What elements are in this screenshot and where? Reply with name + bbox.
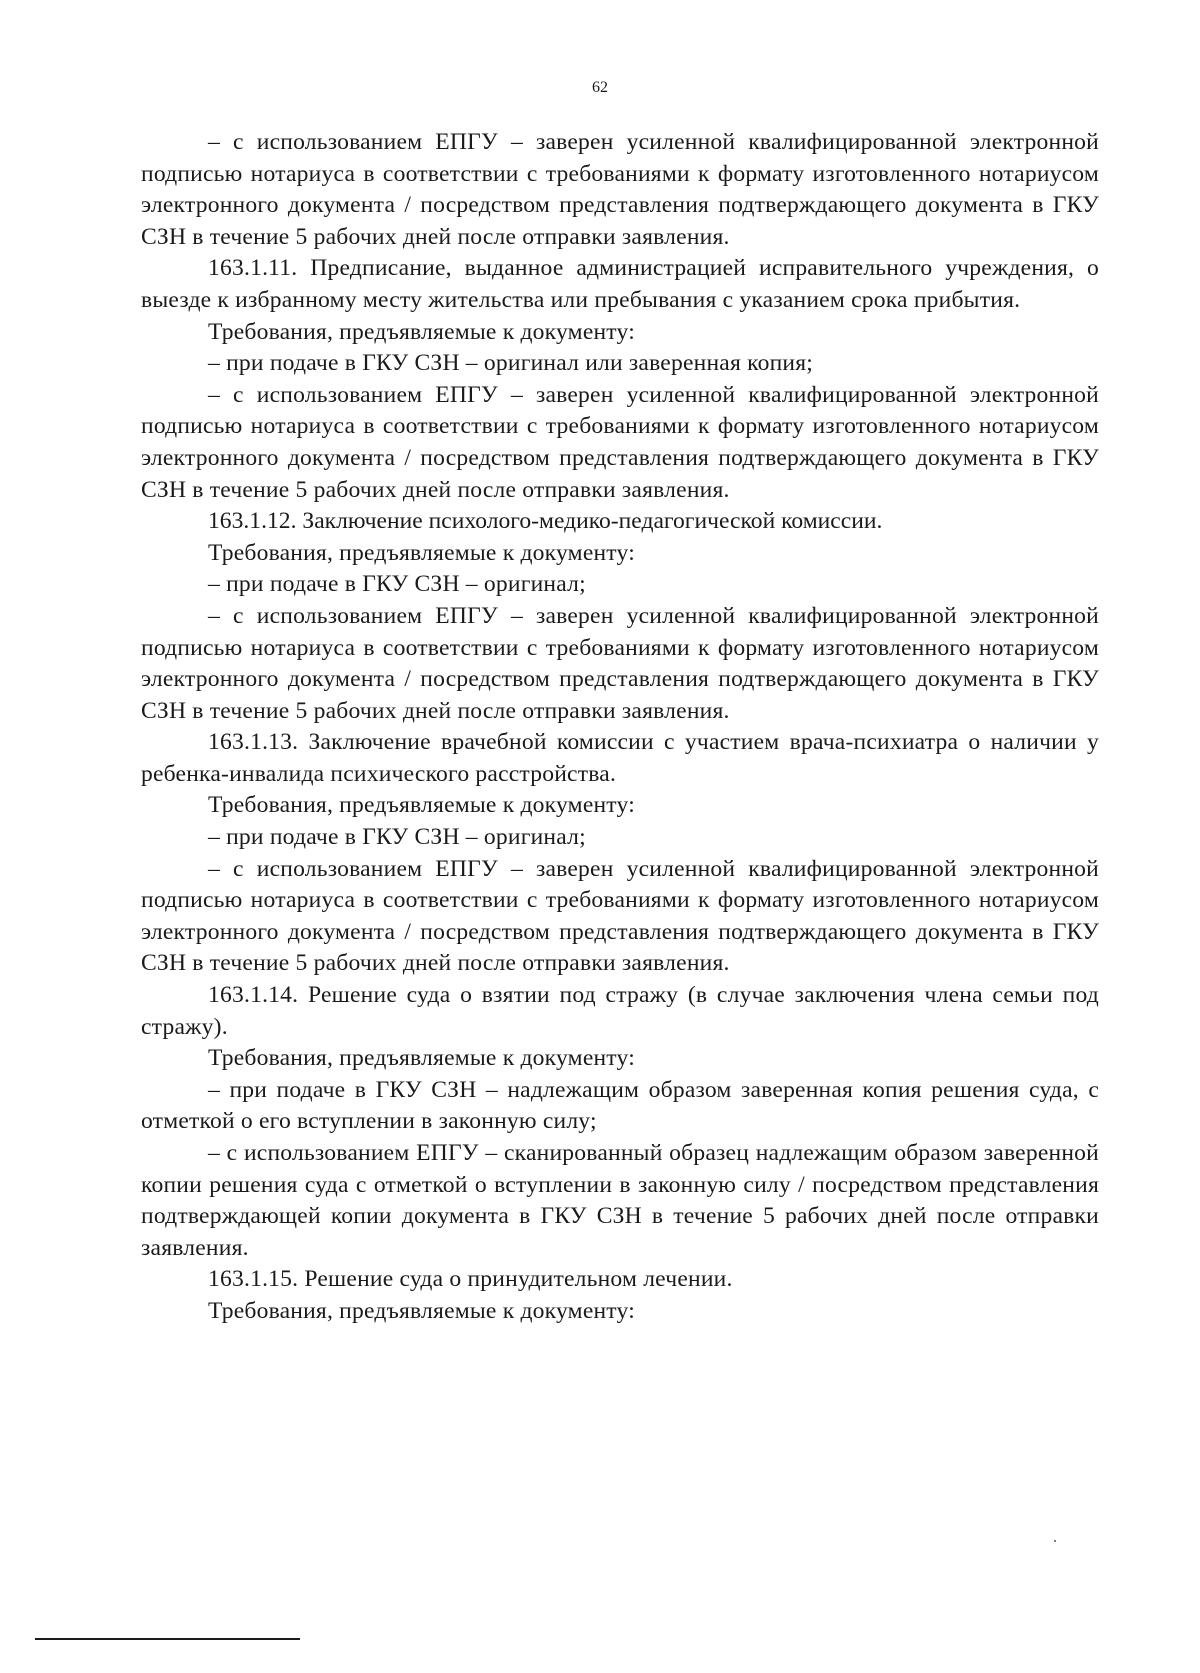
scan-speck	[1054, 1540, 1056, 1542]
paragraph-requirements-heading: Требования, предъявляемые к документу:	[208, 539, 635, 566]
page-number: 62	[592, 79, 608, 96]
paragraph-gku-szn-court-copy: – при подаче в ГКУ СЗН – надлежащим образом заверенная копия решения суда, с отметкой о его вступлении в законную силу;	[141, 1076, 1099, 1135]
paragraph-requirements-heading: Требования, предъявляемые к документу:	[208, 1045, 635, 1072]
paragraph-requirements-heading: Требования, предъявляемые к документу:	[208, 318, 635, 345]
paragraph-epgu-notary-3: – с использованием ЕПГУ – заверен усиленной квалифицированной электронной подписью нотариуса в соответствии с требованиями к формату изготовленного нотариусом электронного документа / посредством представления подтверждающего документа в ГКУ СЗН в течение 5 рабочих дней после отправки заявления.	[141, 602, 1099, 724]
paragraph-gku-szn-original: – при подаче в ГКУ СЗН – оригинал;	[208, 824, 586, 851]
document-body	[141, 127, 1099, 1328]
footnote-separator-line	[35, 1638, 300, 1640]
paragraph-163-1-13: 163.1.13. Заключение врачебной комиссии с участием врача-психиатра о наличии у ребенка-инвалида психического расстройства.	[141, 729, 1099, 787]
paragraph-epgu-scanned-copy: – с использованием ЕПГУ – сканированный образец надлежащим образом заверенной копии решения суда с отметкой о вступлении в законную силу / посредством представления подтверждающей копии документа в ГКУ СЗН в течение 5 рабочих дней после отправки заявления.	[141, 1140, 1099, 1261]
paragraph-epgu-notary-1: – с использованием ЕПГУ – заверен усиленной квалифицированной электронной подписью нотариуса в соответствии с требованиями к формату изготовленного нотариусом электронного документа / посредством представления подтверждающего документа в ГКУ СЗН в течение 5 рабочих дней после отправки заявления.	[141, 129, 1099, 250]
paragraph-epgu-notary-4: – с использованием ЕПГУ – заверен усиленной квалифицированной электронной подписью нотариуса в соответствии с требованиями к формату изготовленного нотариусом электронного документа / посредством представления подтверждающего документа в ГКУ СЗН в течение 5 рабочих дней после отправки заявления.	[141, 855, 1099, 977]
paragraph-gku-szn-original-or-copy: – при подаче в ГКУ СЗН – оригинал или заверенная копия;	[208, 350, 814, 377]
paragraph-requirements-heading: Требования, предъявляемые к документу:	[208, 1297, 635, 1324]
paragraph-epgu-notary-2: – с использованием ЕПГУ – заверен усиленной квалифицированной электронной подписью нотариуса в соответствии с требованиями к формату изготовленного нотариусом электронного документа / посредством представления подтверждающего документа в ГКУ СЗН в течение 5 рабочих дней после отправки заявления.	[141, 381, 1099, 503]
paragraph-163-1-14: 163.1.14. Решение суда о взятии под стражу (в случае заключения члена семьи под стражу).	[141, 982, 1099, 1040]
paragraph-gku-szn-original: – при подаче в ГКУ СЗН – оригинал;	[208, 571, 586, 598]
paragraph-requirements-heading: Требования, предъявляемые к документу:	[208, 792, 635, 819]
paragraph-163-1-11: 163.1.11. Предписание, выданное администрацией исправительного учреждения, о выезде к избранному месту жительства или пребывания с указанием срока прибытия.	[141, 255, 1099, 313]
paragraph-163-1-15: 163.1.15. Решение суда о принудительном лечении.	[208, 1266, 733, 1293]
paragraph-163-1-12: 163.1.12. Заключение психолого-медико-педагогической комиссии.	[208, 508, 883, 535]
